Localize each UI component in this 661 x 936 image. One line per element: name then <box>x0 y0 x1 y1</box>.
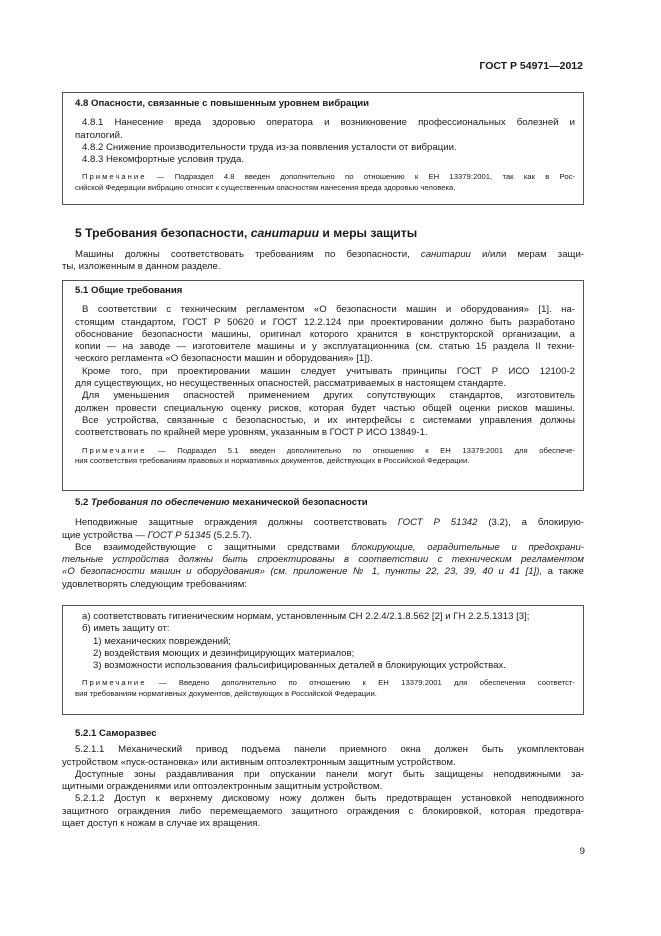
item-4-8-2: 4.8.2 Снижение производительности труда из-за появления усталости от вибрации. <box>82 141 457 153</box>
section-5-1-title: 5.1 Общие требования <box>75 285 183 296</box>
section-5-intro: Машины должны соответствовать требованиям по безопасности, санитарии и/или мерам защи- ты, изложенным в данном разделе. <box>62 249 584 273</box>
section-5-2-title: 5.2 Требования по обеспечению механической безопасности <box>75 497 368 508</box>
note-5-1: Примечание — Подраздел 5.1 введен дополнительно по отношению к ЕН 13379:2001 для обеспече- <box>82 445 575 455</box>
section-5-2-1-text: 5.2.1 Саморазвес 5.2.1.1 Механический привод подъема панели приемного окна должен быть укомплектован устройством «пуск-остановка» или активным оптоэлектронным защитным устройством. Доступные зоны раздавливания при опускании панели могут быть защищены неподвижными за- щитными ограждениями или оптоэлектронным защитным устройством. 5.2.1.2 Доступ к верхнему дисковому ножу должен быть предотвращен установкой неподвижного защитного ограждения либо перемещаемого защитного ограждения с блокировкой, которая предотвра- щает доступ к ножам в случае их вращения. <box>62 728 584 830</box>
note-5-1-cont: ния соответствия требованиям правовых и нормативных документов, действующих в Российской Федерации. <box>75 455 470 465</box>
section-5-1-text: 5.1 Общие требования В соответствии с техническим регламентом «О безопасности машин и оборудования» [1]. на- стоящим стандартом, ГОСТ Р 50620 и ГОСТ 12.2.124 при проектировании должно быть разработано обоснование безопасности машины, оригинал которого хранится в конструкторской организации, а копии — на заводе — изготовителе машины и у эксплуатационника (см. статью 15 раздела II техни- ческого регламента «О безопасности машин и оборудования» [1]). Кроме того, при проектировании машин следует учитывать принципы ГОСТ Р ИСО 12100-2 для существующих, но несущественных опасностей, рассматриваемых в настоящем стандарте. Для уменьшения опасностей применением других сопутствующих стандартов, изготовитель должен провести специальную оценку рисков, которая будет частью общей оценки рисков машины. Все устройства, связанные с безопасностью, и их интерфейсы с системами управления должны соответствовать по крайней мере уровням, указанным в ГОСТ Р ИСО 13849-1. Примечание — Подраздел 5.1 введен дополнительно по отношению к ЕН 13379:2001 для обеспече- ния соответствия требованиям правовых и нормативных документов, действующих в Российской Федерации. <box>75 285 575 465</box>
item-4-8-3: 4.8.3 Некомфортные условия труда. <box>82 154 244 166</box>
note-4-8-cont: сийской Федерации вибрацию относят к существенным опасностям нанесения вреда здоровью человека. <box>75 182 456 192</box>
doc-code-header: ГОСТ Р 54971—2012 <box>479 60 583 72</box>
note-4-8: Примечание — Подраздел 4.8 введен дополнительно по отношению к ЕН 13379:2001, так как в Рос- <box>82 172 575 182</box>
note-requirements: Примечание — Введено дополнительно по отношению к ЕН 13379:2001 для обеспечения соответст- <box>82 678 575 688</box>
section-4-8-text <box>75 98 575 193</box>
section-5-heading: 5 Требования безопасности, санитарии и меры защиты <box>75 226 418 240</box>
page-number: 9 <box>579 846 585 857</box>
section-5-2-text: 5.2 Требования по обеспечению механической безопасности Неподвижные защитные ограждения должны соответствовать ГОСТ Р 51342 (3.2), а блокирую- щие устройства — ГОСТ Р 51345 (5.2.5.7). Все взаимодействующие с защитными средствами блокирующие, оградительные и предохрани- тельные устройства должны быть спроектированы в соответствии с техническим регламентом «О безопасности машин и оборудования» (см. приложение № 1, пункты 22, 23, 39, 40 и 41 [1]), а также удовлетворять следующим требованиям: <box>62 497 584 590</box>
requirements-text: а) соответствовать гигиеническим нормам, установленным СН 2.2.4/2.1.8.562 [2] и ГН 2.2.5.1313 [3]; б) иметь защиту от: 1) механических повреждений; 2) воздействия моющих и дезинфицирующих материалов; 3) возможности использования фальсифицированных деталей в блокирующих устройствах. Примечание — Введено дополнительно по отношению к ЕН 13379:2001 для обеспечения соответст- вия требованиям нормативных документов, действующих в Российской Федерации. <box>75 611 575 698</box>
section-5-2-1-title: 5.2.1 Саморазвес <box>75 728 157 739</box>
item-4-8-1-cont: патологий. <box>75 129 123 141</box>
note-requirements-cont: вия требованиям нормативных документов, действующих в Российской Федерации. <box>75 688 377 698</box>
item-4-8-1: 4.8.1 Нанесение вреда здоровью оператора и возникновение профессиональных болезней и <box>82 117 575 129</box>
section-4-8-title: 4.8 Опасности, связанные с повышенным уровнем вибрации <box>75 98 370 109</box>
